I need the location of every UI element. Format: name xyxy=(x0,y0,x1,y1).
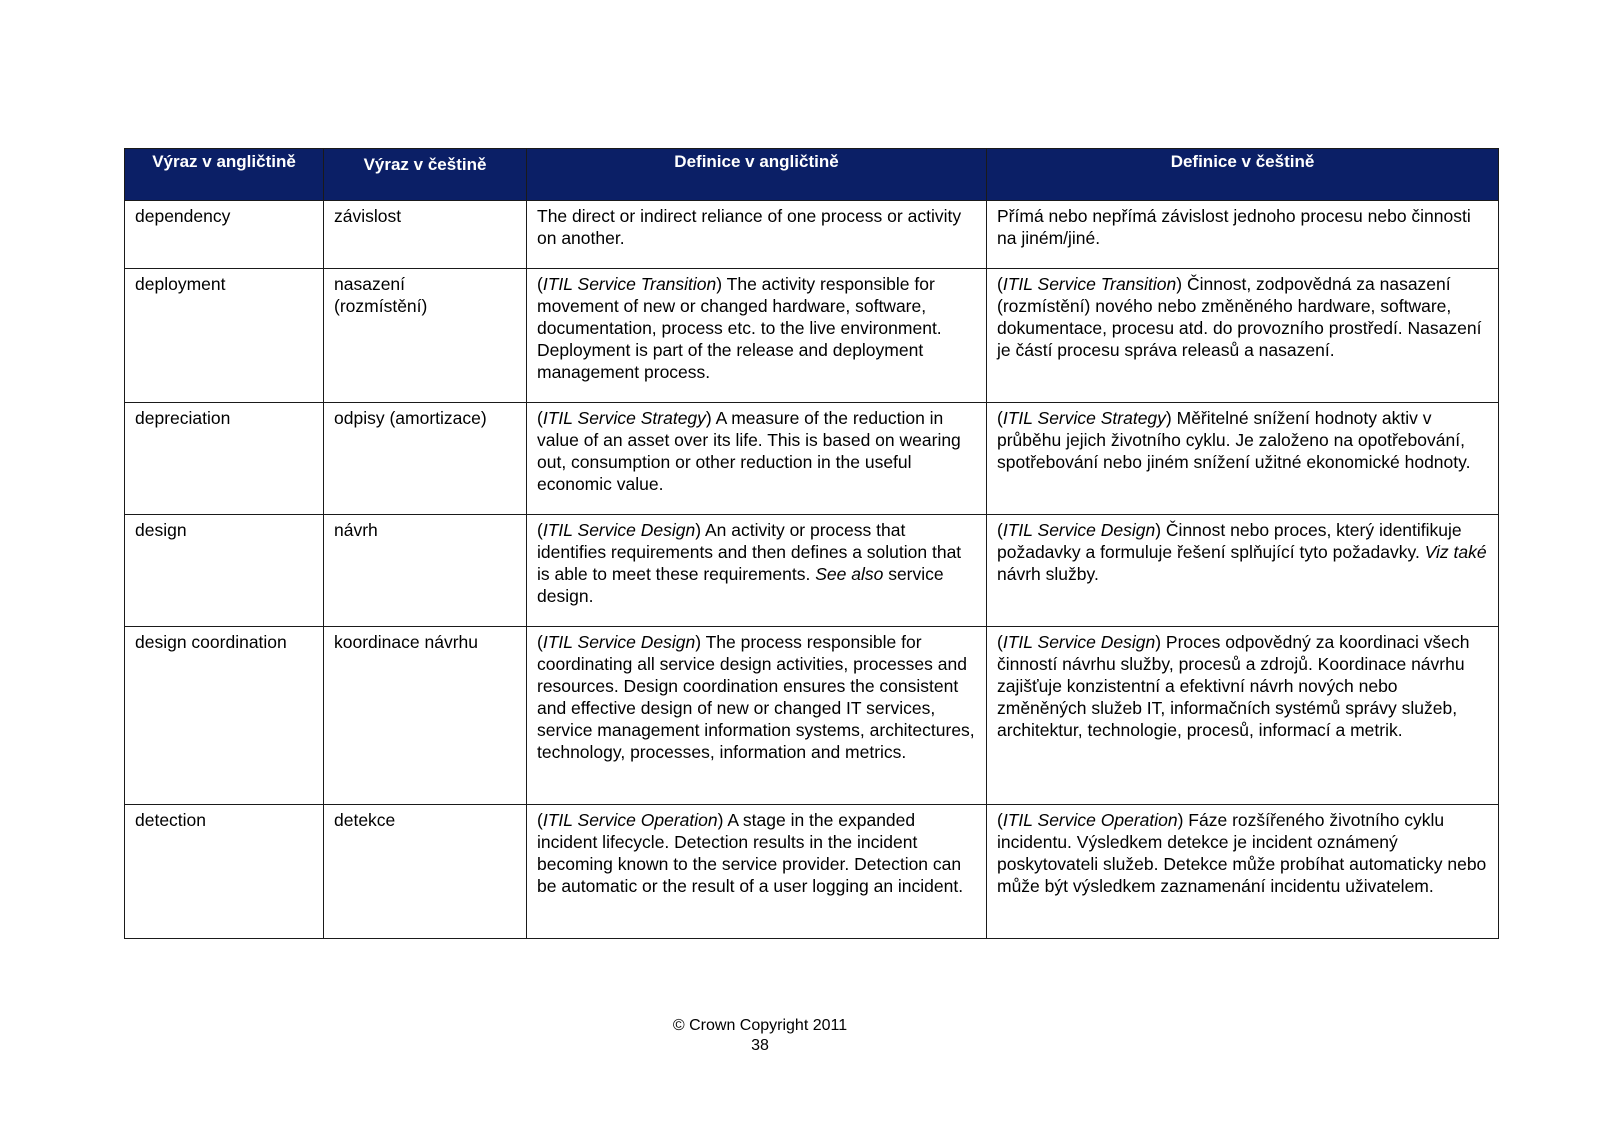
definition-cs-cell: (ITIL Service Design) Proces odpovědný za koordinaci všech činností návrhu služby, procesů a zdrojů. Koordinace návrhu zajišťuje konzistentní a efektivní návrh nových nebo změněných služeb IT, informačních systémů správy služeb, architektur, technologie, procesů, informací a metrik. xyxy=(987,627,1499,805)
definition-cs-cell xyxy=(987,201,1499,269)
header-term-cs: Výraz v češtině xyxy=(324,149,527,201)
definition-source-tag: ITIL Service Transition xyxy=(542,274,717,294)
table-header xyxy=(125,149,1499,201)
definition-en-cell: (ITIL Service Transition) The activity responsible for movement of new or changed hardware, software, documentation, process etc. to the live environment. Deployment is part of the release and deployment management process. xyxy=(527,269,987,403)
table-row xyxy=(125,627,1499,805)
definition-source-tag: ITIL Service Design xyxy=(542,632,696,652)
see-also-target: návrh služby. xyxy=(997,564,1099,584)
see-also-label: See also xyxy=(815,564,884,584)
definition-en-cell: (ITIL Service Design) The process responsible for coordinating all service design activities, processes and resources. Design coordination ensures the consistent and effective design of new or changed IT services, service management information systems, architectures, technology, processes, information and metrics. xyxy=(527,627,987,805)
definition-source-tag: ITIL Service Strategy xyxy=(542,408,706,428)
definition-text: A stage in the expanded incident lifecycle. Detection results in the incident becoming known to the service provider. Detection can be automatic or the result of a user logging an incident. xyxy=(537,810,964,896)
term-en-cell: depreciation xyxy=(125,403,324,515)
definition-en-cell: (ITIL Service Design) An activity or process that identifies requirements and then defines a solution that is able to meet these requirements. See also service design. xyxy=(527,515,987,627)
definition-text: Činnost nebo proces, který identifikuje požadavky a formuluje řešení splňující tyto požadavky. xyxy=(997,520,1462,562)
definition-source-tag: ITIL Service Design xyxy=(1002,520,1156,540)
term-cs-cell: závislost xyxy=(324,201,527,269)
table-body xyxy=(125,201,1499,939)
glossary-table xyxy=(124,148,1499,939)
definition-text: Činnost, zodpovědná za nasazení (rozmístění) nového nebo změněného hardware, software, dokumentace, procesu atd. do provozního prostředí. Nasazení je částí procesu správa releasů a nasazení. xyxy=(997,274,1482,360)
definition-source-tag: ITIL Service Operation xyxy=(1002,810,1178,830)
definition-text: Fáze rozšířeného životního cyklu incidentu. Výsledkem detekce je incident oznámený poskytovateli služeb. Detekce může probíhat automaticky nebo může být výsledkem zaznamenání incidentu uživatelem. xyxy=(997,810,1487,896)
see-also-target: service design. xyxy=(537,564,944,606)
copyright-notice: © Crown Copyright 2011 xyxy=(672,1017,848,1034)
see-also-label: Viz také xyxy=(1424,542,1487,562)
definition-source-tag: ITIL Service Strategy xyxy=(1002,408,1166,428)
table-row xyxy=(125,269,1499,403)
table-row xyxy=(125,201,1499,269)
definition-source-tag: ITIL Service Transition xyxy=(1002,274,1177,294)
definition-text: Přímá nebo nepřímá závislost jednoho procesu nebo činnosti na jiném/jiné. xyxy=(997,206,1471,248)
page-footer xyxy=(0,1016,1520,1056)
definition-cs-cell: (ITIL Service Strategy) Měřitelné snížení hodnoty aktiv v průběhu jejich životního cyklu. Je založeno na opotřebování, spotřebování nebo jiném snížení užitné ekonomické hodnoty. xyxy=(987,403,1499,515)
header-definition-cs: Definice v češtině xyxy=(987,149,1499,201)
definition-source-tag: ITIL Service Design xyxy=(1002,632,1156,652)
definition-text: The process responsible for coordinating all service design activities, processes and resources. Design coordination ensures the consistent and effective design of new or changed IT services, service management information systems, architectures, technology, processes, information and metrics. xyxy=(537,632,975,762)
term-en-cell: deployment xyxy=(125,269,324,403)
definition-text: A measure of the reduction in value of an asset over its life. This is based on wearing out, consumption or other reduction in the useful economic value. xyxy=(537,408,961,494)
term-cs-cell: koordinace návrhu xyxy=(324,627,527,805)
definition-text: Proces odpovědný za koordinaci všech činností návrhu služby, procesů a zdrojů. Koordinace návrhu zajišťuje konzistentní a efektivní návrh nových nebo změněných služeb IT, informačních systémů správy služeb, architektur, technologie, procesů, informací a metrik. xyxy=(997,632,1470,740)
header-row xyxy=(125,149,1499,201)
term-en-cell: dependency xyxy=(125,201,324,269)
term-cs-cell: odpisy (amortizace) xyxy=(324,403,527,515)
term-cs-cell: návrh xyxy=(324,515,527,627)
definition-text: An activity or process that identifies requirements and then defines a solution that is able to meet these requirements. xyxy=(537,520,962,584)
definition-cs-cell: (ITIL Service Operation) Fáze rozšířeného životního cyklu incidentu. Výsledkem detekce je incident oznámený poskytovateli služeb. Detekce může probíhat automaticky nebo může být výsledkem zaznamenání incidentu uživatelem. xyxy=(987,805,1499,939)
term-cs-cell: nasazení (rozmístění) xyxy=(324,269,527,403)
definition-text: The direct or indirect reliance of one process or activity on another. xyxy=(537,206,962,248)
definition-text: Měřitelné snížení hodnoty aktiv v průběhu jejich životního cyklu. Je založeno na opotřebování, spotřebování nebo jiném snížení užitné ekonomické hodnoty. xyxy=(997,408,1471,472)
term-en-cell: detection xyxy=(125,805,324,939)
definition-text: The activity responsible for movement of new or changed hardware, software, documentation, process etc. to the live environment. Deployment is part of the release and deployment management process. xyxy=(537,274,942,382)
header-term-en: Výraz v angličtině xyxy=(125,149,324,201)
table-row xyxy=(125,805,1499,939)
definition-en-cell xyxy=(527,201,987,269)
page-number: 38 xyxy=(751,1037,769,1054)
term-en-cell: design xyxy=(125,515,324,627)
definition-cs-cell: (ITIL Service Design) Činnost nebo proces, který identifikuje požadavky a formuluje řešení splňující tyto požadavky. Viz také návrh služby. xyxy=(987,515,1499,627)
table-row xyxy=(125,403,1499,515)
definition-source-tag: ITIL Service Design xyxy=(542,520,696,540)
term-en-cell: design coordination xyxy=(125,627,324,805)
header-definition-en: Definice v angličtině xyxy=(527,149,987,201)
term-cs-cell: detekce xyxy=(324,805,527,939)
definition-en-cell: (ITIL Service Strategy) A measure of the reduction in value of an asset over its life. This is based on wearing out, consumption or other reduction in the useful economic value. xyxy=(527,403,987,515)
definition-en-cell: (ITIL Service Operation) A stage in the expanded incident lifecycle. Detection results in the incident becoming known to the service provider. Detection can be automatic or the result of a user logging an incident. xyxy=(527,805,987,939)
definition-source-tag: ITIL Service Operation xyxy=(542,810,718,830)
table-row xyxy=(125,515,1499,627)
definition-cs-cell: (ITIL Service Transition) Činnost, zodpovědná za nasazení (rozmístění) nového nebo změněného hardware, software, dokumentace, procesu atd. do provozního prostředí. Nasazení je částí procesu správa releasů a nasazení. xyxy=(987,269,1499,403)
